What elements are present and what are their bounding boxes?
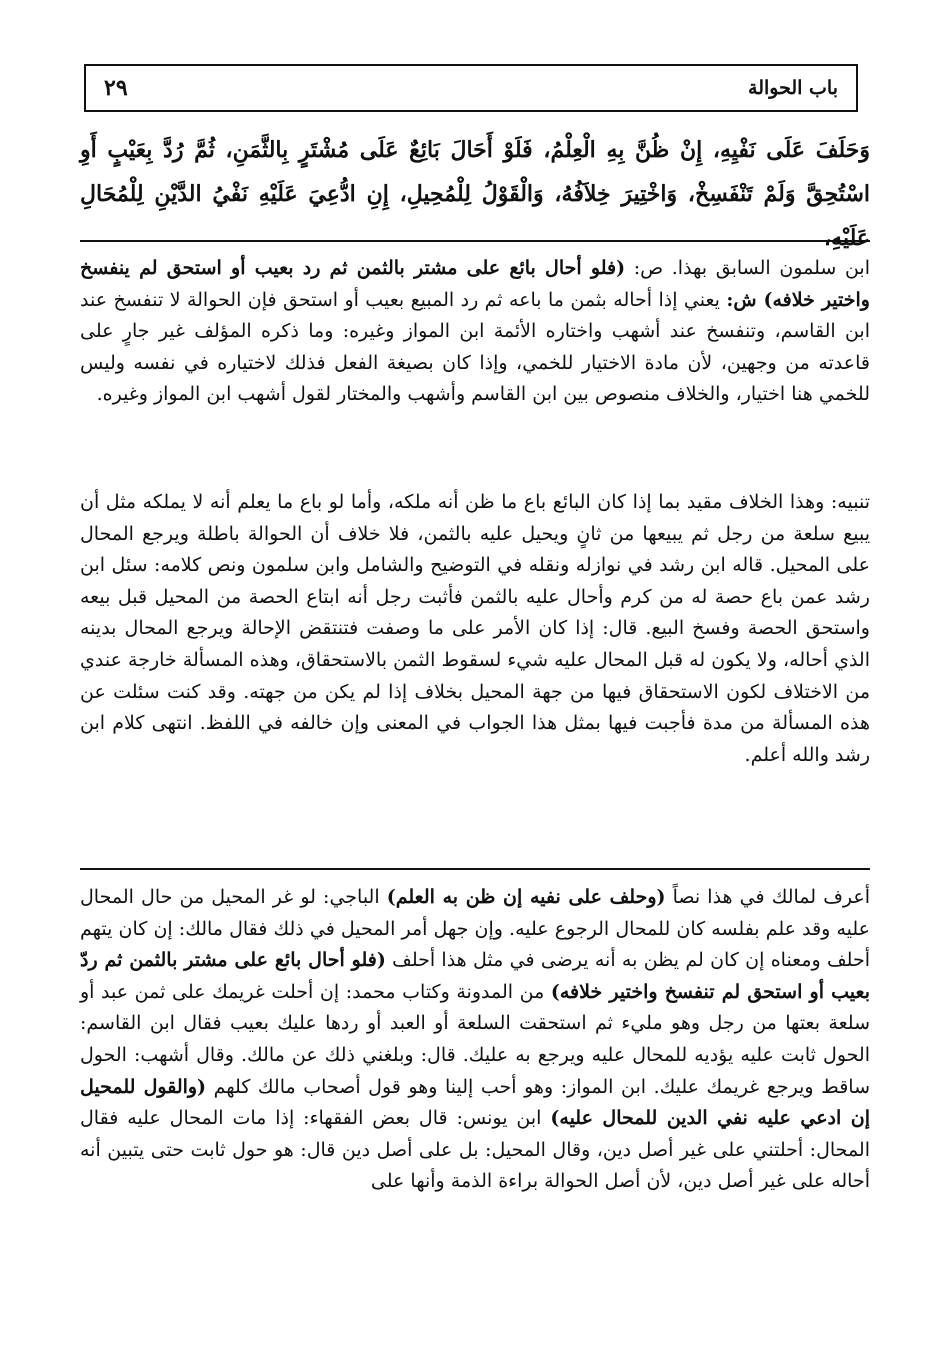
commentary-opening: ابن سلمون السابق بهذا. ص: xyxy=(625,257,870,279)
tanbih-paragraph: تنبيه: وهذا الخلاف مقيد بما إذا كان البائع باع ما ظن أنه ملكه، وأما لو باع ما يعلم أنه لا يملكه مثل أن يبيع سلعة من رجل ثم يبيعها من ثانٍ ويحيل عليه بالثمن، فلا خلاف أن الحوالة باطلة ويرجع المحال على المحيل. قاله ابن رشد في نوازله ونقله في التوضيح والشامل وابن سلمون ونص كلامه: سئل ابن رشد عمن باع حصة له من كرم وأحال عليه بالثمن فأثبت رجل أنه ابتاع الحصة من المحيل قبل بيعه واستحق الحصة وفسخ البيع. قال: إذا كان الأمر على ما وصفت فتنتقض الإحالة ويرجع المحال بدينه الذي أحاله، ولا يكون له قبل المحال عليه شيء لسقوط الثمن بالاستحقاق، وهذه المسألة خارجة عندي من الاختلاف لكون الاستحقاق فيها من جهة المحيل بخلاف إذا لم يكن من جهته. وقد كنت سئلت عن هذه المسألة من مدة فأجبت فيها بمثل هذا الجواب في المعنى وإن خالفه في اللفظ. انتهى كلام ابن رشد والله أعلم. xyxy=(80,491,870,766)
quoted-matn-2: (وحلف على نفيه إن ظن به العلم) xyxy=(386,886,666,908)
quoted-matn-4: (والقول للمحيل إن ادعي عليه نفي الدين للمحال عليه) xyxy=(80,1075,871,1130)
commentary-paragraph-1 xyxy=(80,253,870,411)
chapter-title: باب الحوالة xyxy=(748,77,838,99)
commentary-explanation: يعني إذا أحاله بثمن ما باعه ثم رد المبيع بعيب أو استحق فإن الحوالة لا تنفسخ عند ابن القاسم، وتنفسخ عند أشهب واختاره الأئمة ابن المواز وغيره: وما ذكره المؤلف غير جارٍ على قاعدته من وجهين، لأن مادة الاختيار للخمي، وإذا كان بصيغة الفعل فذلك لاختياره في نفسه وليس للخمي هنا اختيار، والخلاف منصوص بين ابن القاسم وأشهب والمختار لقول أشهب ابن المواز وغيره. xyxy=(80,288,870,406)
commentary-paragraph-2 xyxy=(80,882,870,1198)
section-divider-1 xyxy=(80,240,870,242)
page-header xyxy=(84,64,858,112)
quoted-matn-1: (فلو أحال بائع على مشتر بالثمن ثم رد بعيب أو استحق لم ينفسخ واختير خلافه) ش: xyxy=(80,257,870,311)
section-divider-2 xyxy=(80,868,870,870)
commentary-section-1 xyxy=(80,253,870,411)
text-run: من المدونة وكتاب محمد: إن أحلت غريمك على ثمن عبد أو سلعة بعتها من رجل وهو مليء ثم استحقت السلعة أو العبد أو ردها عليك بعيب فقال ابن القاسم: الحول ثابت عليه يؤديه للمحال عليه ويرجع به عليك. قال: وبلغني ذلك عن مالك. وقال أشهب: الحول ساقط ويرجع غريمك عليك. ابن المواز: وهو أحب إلينا وهو قول أصحاب مالك كلهم xyxy=(80,980,870,1098)
matn-paragraph: وَحَلَفَ عَلَى نَفْيِهِ، إِنْ ظُنَّ بِهِ الْعِلْمُ، فَلَوْ أَحَالَ بَائِعٌ عَلَى مُشْتَرٍ بِالثَّمَنِ، ثُمَّ رُدَّ بِعَيْبٍ أَوِ اسْتُحِقَّ وَلَمْ تَنْفَسِخْ، وَاخْتِيرَ خِلاَفُهُ، وَالْقَوْلُ لِلْمُحِيلِ، إِنِ ادُّعِيَ عَلَيْهِ نَفْيُ الدَّيْنِ لِلْمُحَالِ عَلَيْهِ، xyxy=(80,137,870,251)
commentary-section-2 xyxy=(80,882,870,1198)
text-run: ابن يونس: قال بعض الفقهاء: إذا مات المحال عليه فقال المحال: أحلتني على غير أصل دين، وقال المحيل: بل على أصل دين قال: هو حول ثابت حتى يتبين أنه أحاله على غير أصل دين، لأن أصل الحوالة براءة الذمة وأنها على xyxy=(80,1107,870,1193)
text-run: أعرف لمالك في هذا نصاً xyxy=(665,886,870,908)
commentary-section-1-note xyxy=(80,487,870,771)
quoted-matn-3: (فلو أحال بائع على مشتر بالثمن ثم ردّ بعيب أو استحق لم تنفسخ واختير خلافه) xyxy=(80,949,870,1003)
page-number: ٢٩ xyxy=(104,75,128,101)
text-run: الباجي: لو غر المحيل من حال المحال عليه وقد علم بفلسه كان للمحال الرجوع عليه. وإن جهل أمر المحيل في ذلك فقال مالك: إن كان يتهم أحلف ومعناه إن كان لم يظن به أنه يرضى في مثل هذا أحلف xyxy=(80,886,870,972)
